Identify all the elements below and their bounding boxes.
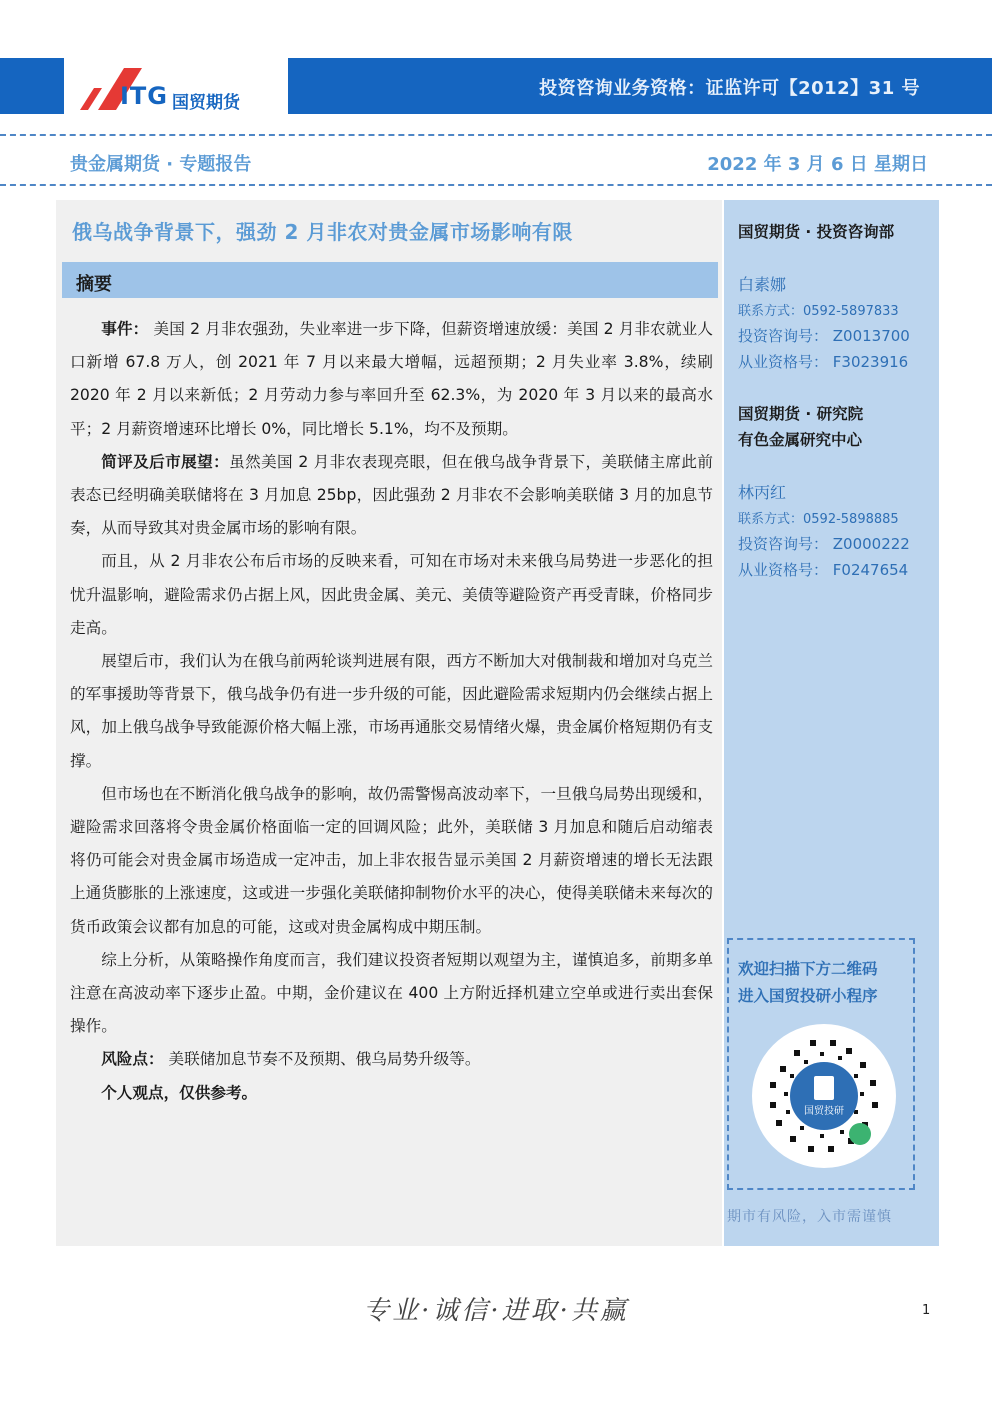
footer-slogan: 专业·诚信·进取·共赢	[363, 1296, 629, 1326]
abstract-header-bar	[62, 262, 718, 298]
paragraph-lead: 风险点：	[101, 1050, 164, 1069]
report-title: 俄乌战争背景下，强劲 2 月非农对贵金属市场影响有限	[72, 220, 573, 244]
paragraph-text: 展望后市，我们认为在俄乌前两轮谈判进展有限，西方不断加大对俄制裁和增加对乌克兰的军事援助等背景下，俄乌战争仍有进一步升级的可能，因此避险需求短期内仍会继续占据上风，加上俄乌战争导致能源价格大幅上涨，市场再通胀交易情绪火爆，贵金属价格短期仍有支撑。	[70, 652, 713, 770]
sidebar-dept-2-line-1: 国贸期货 · 研究院	[738, 405, 864, 423]
logo-text-latin: ITG	[120, 82, 168, 110]
paragraph-event	[70, 313, 713, 446]
sidebar-dept-2-line-2: 有色金属研究中心	[738, 431, 863, 449]
analyst-2-consult-no: 投资咨询号： Z0000222	[738, 535, 910, 553]
divider	[0, 134, 992, 136]
paragraph-text: 但市场也在不断消化俄乌战争的影响，故仍需警惕高波动率下，一旦俄乌局势出现缓和，避险需求回落将令贵金属价格面临一定的回调风险；此外，美联储 3 月加息和随后启动缩表将仍可能会对贵金属市场造成一定冲击，加上非农报告显示美国 2 月薪资增速的增长无法跟上通货膨胀的上涨速度，这或进一步强化美联储抑制物价水平的决心，使得美联储未来每次的货币政策会议都有加息的可能，这或对贵金属构成中期压制。	[70, 784, 713, 936]
page-number: 1	[922, 1303, 931, 1318]
analyst-2-name: 林丙红	[738, 483, 787, 502]
qualification-text: 投资咨询业务资格：证监许可【2012】31 号	[539, 78, 920, 99]
sidebar-dept-1: 国贸期货 · 投资咨询部	[738, 223, 895, 241]
paragraph-text: 而且，从 2 月非农公布后市场的反映来看，可知在市场对未来俄乌局势进一步恶化的担忧升温影响，避险需求仍占据上风，因此贵金属、美元、美债等避险资产再受青睐，价格同步走高。	[70, 552, 713, 637]
divider	[0, 184, 992, 186]
paragraph-strategy	[70, 944, 713, 1044]
mini-program-qr-code-icon[interactable]	[750, 1022, 898, 1170]
paragraph-lead: 事件：	[101, 320, 149, 338]
analyst-1-name: 白素娜	[738, 275, 787, 294]
paragraph-text: 综上分析，从策略操作角度而言，我们建议投资者短期以观望为主，谨慎追多，前期多单注意在高波动率下逐步止盈。中期，金价建议在 400 上方附近择机建立空单或进行卖出套保操作。	[70, 950, 713, 1036]
analyst-2-contact: 联系方式：0592-5898885	[738, 512, 899, 527]
paragraph-disclaimer	[70, 1077, 713, 1110]
logo-text-cn: 国贸期货	[172, 93, 240, 113]
risk-warning: 期市有风险，入市需谨慎	[727, 1209, 892, 1225]
analyst-1-contact: 联系方式：0592-5897833	[738, 304, 899, 319]
paragraph-market-reaction	[70, 545, 713, 645]
qr-center-label: 国贸投研	[804, 1106, 844, 1117]
paragraph-outlook	[70, 446, 713, 546]
qr-promo-line-1: 欢迎扫描下方二维码	[738, 960, 878, 978]
paragraph-risk-points	[70, 1043, 713, 1076]
qr-promo-line-2: 进入国贸投研小程序	[738, 987, 878, 1005]
report-type: 贵金属期货 · 专题报告	[70, 154, 252, 175]
paragraph-risks-analysis	[70, 778, 713, 944]
abstract-body	[70, 313, 713, 1110]
paragraph-forecast	[70, 645, 713, 778]
report-date: 2022 年 3 月 6 日 星期日	[707, 154, 928, 175]
qr-promo-text	[738, 956, 878, 1010]
paragraph-text: 美国 2 月非农强劲，失业率进一步下降，但薪资增速放缓：美国 2 月非农就业人口新增 67.8 万人，创 2021 年 7 月以来最大增幅，远超预期；2 月失业率 3.8%，续刷 2020 年 2 月以来新低；2 月劳动力参与率回升至 62.3%，为 2020 年 3 月以来的最高水平；2 月薪资增速环比增长 0%，同比增长 5.1%，均不及预期。	[70, 320, 713, 438]
paragraph-lead: 简评及后市展望：	[101, 452, 230, 471]
analyst-1-consult-no: 投资咨询号： Z0013700	[738, 327, 910, 345]
paragraph-text: 美联储加息节奏不及预期、俄乌局势升级等。	[163, 1050, 481, 1069]
paragraph-text: 虽然美国 2 月非农表现亮眼，但在俄乌战争背景下，美联储主席此前表态已经明确美联储将在 3 月加息 25bp，因此强劲 2 月非农不会影响美联储 3 月的加息节奏，从而导致其对贵金属市场的影响有限。	[70, 452, 713, 538]
analyst-1-qual-no: 从业资格号： F3023916	[738, 353, 909, 371]
paragraph-lead: 个人观点，仅供参考。	[101, 1083, 258, 1102]
analyst-2-qual-no: 从业资格号： F0247654	[738, 561, 909, 579]
abstract-label: 摘要	[76, 274, 112, 295]
